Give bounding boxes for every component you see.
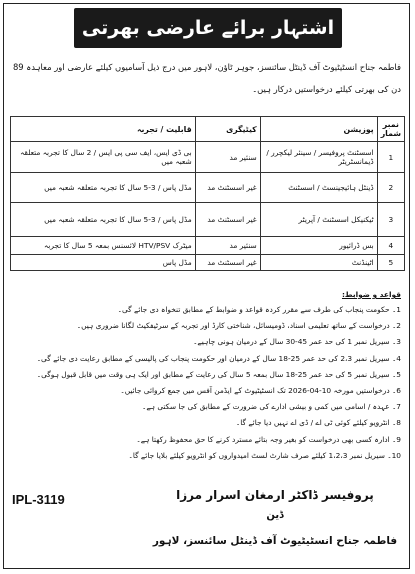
ipl-number: IPL-3119 [12,492,65,507]
row-post: اٹینڈنٹ [260,255,377,271]
row-qualification: مڈل پاس [11,255,196,271]
row-qualification: بی ڈی ایس، ایف سی پی ایس / 2 سال کا تجربہ متعلقہ شعبہ میں [11,142,196,173]
positions-table [10,116,405,271]
row-sno: 1 [377,142,404,173]
row-post: ڈینٹل ہائیجینسٹ / اسسٹنٹ [260,173,377,203]
header-category: کیٹیگری [195,117,260,142]
ad-title: اشتہار برائے عارضی بھرتی [74,8,342,48]
header-qualification: قابلیت / تجربہ [11,117,196,142]
table-row [11,203,405,237]
row-sno: 3 [377,203,404,237]
row-post: ٹیکنیکل اسسٹنٹ / آپریٹر [260,203,377,237]
terms-item: 4۔ سیریل نمبر 2،3 کی حد عمر 25-18 سال کے درمیان اور حکومت پنجاب کی پالیسی کے مطابق رعایت دی جائے گی۔ [36,353,401,363]
row-post: بس ڈرائیور [260,237,377,255]
terms-section [7,290,401,464]
row-sno: 4 [377,237,404,255]
row-qualification: میٹرک HTV/PSV لائسنس بمعہ 5 سال کا تجربہ [11,237,196,255]
signature-block [144,488,406,547]
table-row [11,255,405,271]
row-category: غیر اسسٹنٹ مد [195,255,260,271]
signatory-name: پروفیسر ڈاکٹر ارمغان اسرار مرزا [176,488,374,502]
row-category: غیر اسسٹنٹ مد [195,173,260,203]
terms-item: 9۔ ادارہ کسی بھی درخواست کو بغیر وجہ بتائے مسترد کرنے کا حق محفوظ رکھتا ہے۔ [136,434,401,444]
advertisement [3,3,410,569]
row-qualification: مڈل پاس / 3-5 سال کا تجربہ متعلقہ شعبہ میں [11,203,196,237]
terms-item: 1۔ حکومت پنجاب کی طرف سے مقرر کردہ قواعد و ضوابط کے مطابق تنخواہ دی جائے گی۔ [117,305,401,314]
terms-item: 8۔ انٹرویو کیلئے کوئی ٹی اے / ڈی اے نہیں دیا جائے گا۔ [235,418,401,428]
institute-name: فاطمہ جناح انسٹیٹیوٹ آف ڈینٹل سائنسز، لاہور [152,535,398,547]
terms-item: 6۔ درخواستیں مورخہ 10-04-2026 تک انسٹیٹیوٹ کے ایڈمن آفس میں جمع کروائی جائیں۔ [120,386,401,396]
table-row [11,142,405,173]
terms-heading: قواعد و ضوابط: [341,290,401,299]
row-post: اسسٹنٹ پروفیسر / سینئر لیکچرر / ڈیمانسٹریٹر [260,142,377,173]
table-row [11,173,405,203]
signatory-designation: ڈین [266,510,284,521]
row-category: سنئیر مد [195,237,260,255]
table-header-row [11,117,405,142]
row-category: سنئیر مد [195,142,260,173]
row-sno: 2 [377,173,404,203]
terms-item: 10۔ سیریل نمبر 1،2،3 کیلئے صرف شارٹ لسٹ امیدواروں کو انٹرویو کیلئے بلایا جائے گا۔ [128,450,401,460]
terms-item: 3۔ سیریل نمبر 1 کی حد عمر 45-30 سال کے درمیان ہونی چاہیے۔ [193,337,401,347]
table-row [11,237,405,255]
terms-item: 2۔ درخواست کے ساتھ تعلیمی اسناد، ڈومیسائل، شناختی کارڈ اور تجربہ کے سرٹیفکیٹ لگانا ضروری ہیں۔ [76,321,401,331]
row-sno: 5 [377,255,404,271]
header-sno: نمبر شمار [377,117,404,142]
row-qualification: مڈل پاس / 3-5 سال کا تجربہ متعلقہ شعبہ میں [11,173,196,203]
header-post: پوزیشن [260,117,377,142]
intro-text: فاطمہ جناح انسٹیٹیوٹ آف ڈینٹل سائنسز، جوہر ٹاؤن، لاہور میں درج ذیل آسامیوں کیلئے عارضی اور معاہدہ 89 دن کی بھرتی کیلئے درخواستیں درکار ہیں۔ [12,62,401,94]
terms-item: 5۔ سیریل نمبر 5 کی حد عمر 25-18 سال بمعہ 5 سال کی رعایت کے مطابق اور ایک ہی وقت میں قابل قبول ہوگی۔ [36,369,401,379]
terms-item: 7۔ عہدہ / اسامی میں کمی و بیشی ادارے کی ضرورت کے مطابق کی جا سکتی ہے۔ [142,402,401,412]
row-category: غیر اسسٹنٹ مد [195,203,260,237]
